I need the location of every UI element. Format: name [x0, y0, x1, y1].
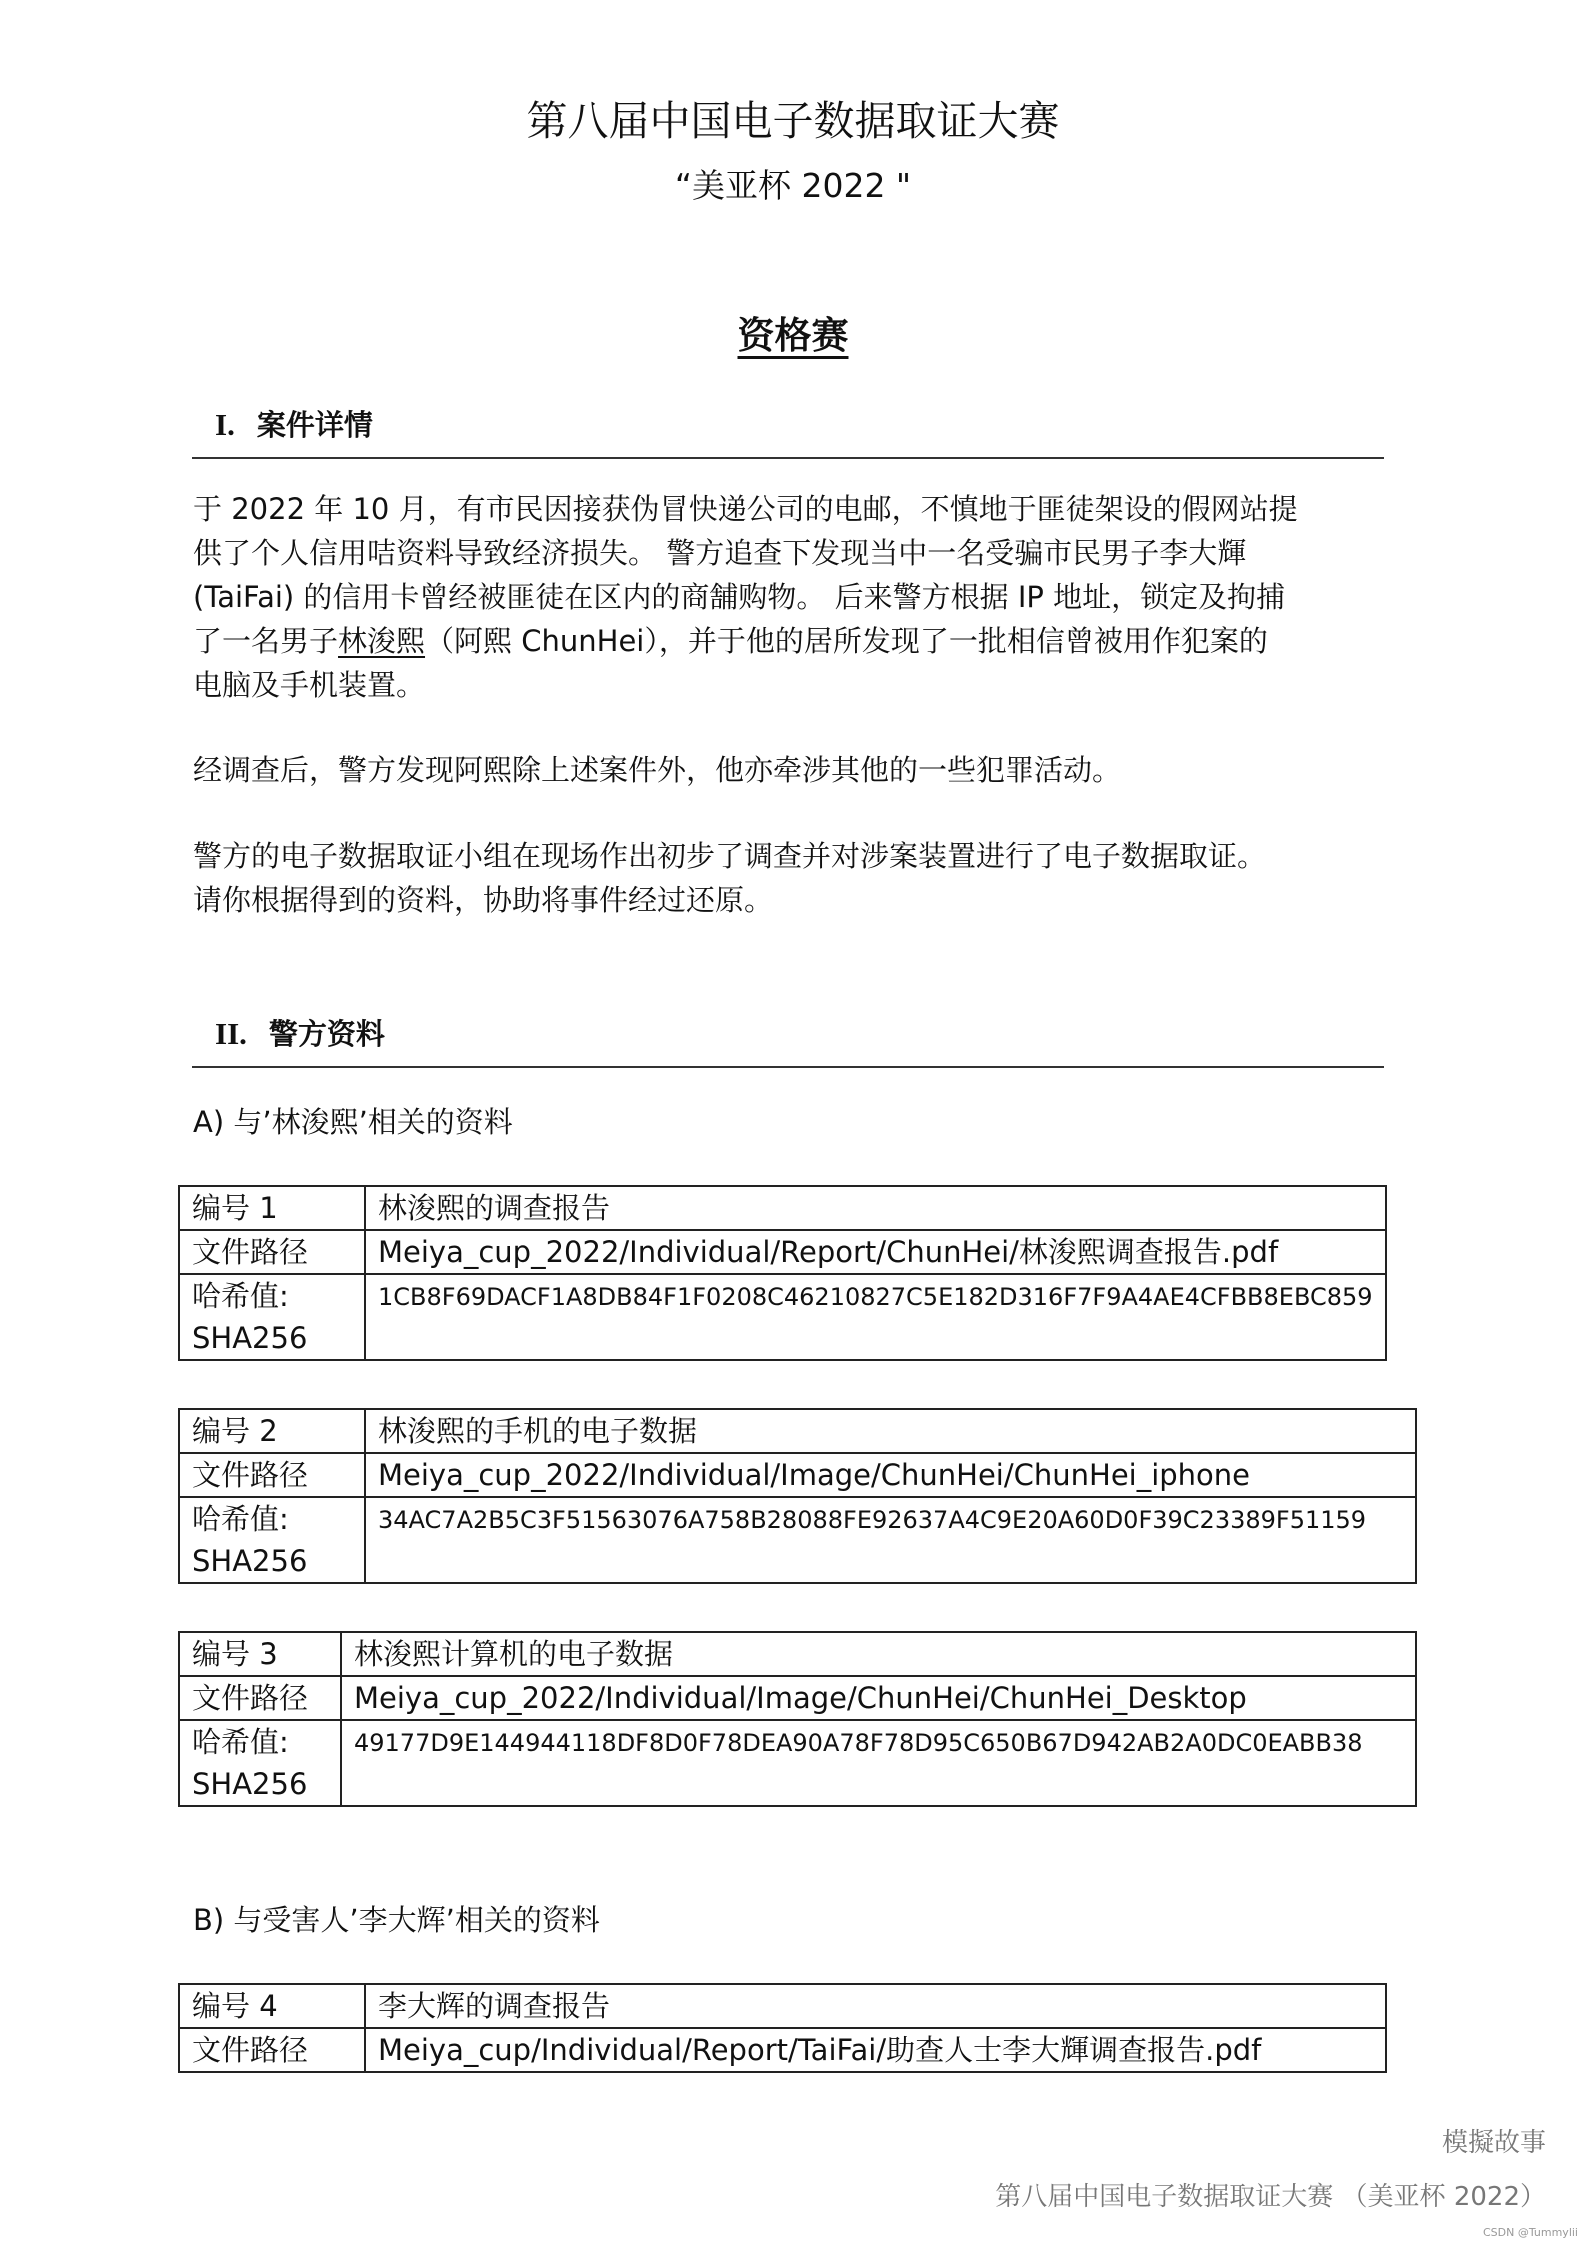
section-2-title: 警方资料 [268, 1017, 385, 1051]
round-heading: 资格赛 [737, 314, 849, 357]
text-span: 了一名男子 [193, 624, 339, 658]
evidence-table-1 [178, 1185, 1387, 1361]
table-row [179, 1409, 1416, 1453]
paragraph-line [193, 619, 1403, 663]
table-row [179, 1453, 1416, 1497]
paragraph-line: 供了个人信用咭资料导致经济损失。 警方追查下发现当中一名受骗市民男子李大輝 [193, 536, 1247, 570]
paragraph-line: 电脑及手机装置。 [193, 668, 426, 702]
path-label: 文件路径 [179, 2028, 365, 2072]
path-label: 文件路径 [179, 1676, 341, 1720]
file-path: Meiya_cup/Individual/Report/TaiFai/助查人士李大輝调查报告.pdf [365, 2028, 1386, 2072]
id-label: 编号 2 [179, 1409, 365, 1453]
evidence-table-4 [178, 1983, 1387, 2073]
section-2-heading [215, 1012, 385, 1053]
id-label: 编号 3 [179, 1632, 341, 1676]
section-2-number: II. [215, 1016, 247, 1051]
hash-value: 49177D9E144944118DF8D0F78DEA90A78F78D95C650B67D942AB2A0DC0EABB38 [341, 1720, 1416, 1806]
file-path: Meiya_cup_2022/Individual/Image/ChunHei/ChunHei_iphone [365, 1453, 1416, 1497]
subsection-b-heading: B) 与受害人’李大辉’相关的资料 [193, 1903, 600, 1937]
hash-value: 34AC7A2B5C3F51563076A758B28088FE92637A4C9E20A60D0F39C23389F51159 [365, 1497, 1416, 1583]
section-1-divider [192, 457, 1384, 459]
path-label: 文件路径 [179, 1453, 365, 1497]
table-row [179, 1497, 1416, 1583]
document-title: 第八届中国电子数据取证大赛 [526, 97, 1060, 145]
case-paragraph-1 [193, 487, 1403, 707]
paragraph-line: 请你根据得到的资料，协助将事件经过还原。 [193, 883, 774, 917]
id-label: 编号 1 [179, 1186, 365, 1230]
table-row [179, 2028, 1386, 2072]
evidence-table-3 [178, 1631, 1417, 1807]
table-row [179, 1632, 1416, 1676]
table-row [179, 1186, 1386, 1230]
paragraph-line: 警方的电子数据取证小组在现场作出初步了调查并对涉案装置进行了电子数据取证。 [193, 839, 1267, 873]
table-row [179, 1274, 1386, 1360]
footer-story-label: 模擬故事 [1441, 2128, 1546, 2158]
hash-value: 1CB8F69DACF1A8DB84F1F0208C46210827C5E182D316F7F9A4AE4CFBB8EBC859 [365, 1274, 1386, 1360]
footer-event-label: 第八届中国电子数据取证大赛 （美亚杯 2022） [995, 2182, 1546, 2212]
hash-label-line: 哈希值: [192, 1502, 289, 1536]
item-description: 林浚熙的手机的电子数据 [365, 1409, 1416, 1453]
text-span: （阿熙 ChunHei），并于他的居所发现了一批相信曾被用作犯案的 [425, 624, 1268, 658]
file-path: Meiya_cup_2022/Individual/Image/ChunHei/ChunHei_Desktop [341, 1676, 1416, 1720]
suspect-name: 林浚熙 [338, 624, 426, 658]
hash-label-line: SHA256 [192, 1321, 308, 1355]
document-subtitle: “美亚杯 2022 " [674, 166, 912, 205]
id-label: 编号 4 [179, 1984, 365, 2028]
paragraph-line: 于 2022 年 10 月，有市民因接获伪冒快递公司的电邮，不慎地于匪徒架设的假网站提 [193, 492, 1298, 526]
table-row [179, 1230, 1386, 1274]
item-description: 林浚熙计算机的电子数据 [341, 1632, 1416, 1676]
paragraph-line: (TaiFai) 的信用卡曾经被匪徒在区内的商舗购物。 后来警方根据 IP 地址，锁定及拘捕 [193, 580, 1286, 614]
hash-label [179, 1274, 365, 1360]
subsection-a-heading: A) 与’林浚熙’相关的资料 [193, 1105, 513, 1139]
section-1-heading [215, 403, 373, 444]
item-description: 林浚熙的调查报告 [365, 1186, 1386, 1230]
hash-label [179, 1497, 365, 1583]
section-1-number: I. [215, 407, 235, 442]
hash-label-line: 哈希值: [192, 1725, 289, 1759]
evidence-table-2 [178, 1408, 1417, 1584]
hash-label-line: 哈希值: [192, 1279, 289, 1313]
hash-label [179, 1720, 341, 1806]
table-row [179, 1676, 1416, 1720]
case-paragraph-3 [193, 834, 1403, 922]
table-row [179, 1984, 1386, 2028]
footer-credit: CSDN @Tummylii [1483, 2226, 1578, 2239]
table-row [179, 1720, 1416, 1806]
section-1-title: 案件详情 [256, 408, 373, 442]
hash-label-line: SHA256 [192, 1767, 308, 1801]
file-path: Meiya_cup_2022/Individual/Report/ChunHei/林浚熙调查报告.pdf [365, 1230, 1386, 1274]
section-2-divider [192, 1066, 1384, 1068]
hash-label-line: SHA256 [192, 1544, 308, 1578]
item-description: 李大辉的调查报告 [365, 1984, 1386, 2028]
path-label: 文件路径 [179, 1230, 365, 1274]
case-paragraph-2: 经调查后，警方发现阿熙除上述案件外，他亦牵涉其他的一些犯罪活动。 [193, 753, 1122, 787]
